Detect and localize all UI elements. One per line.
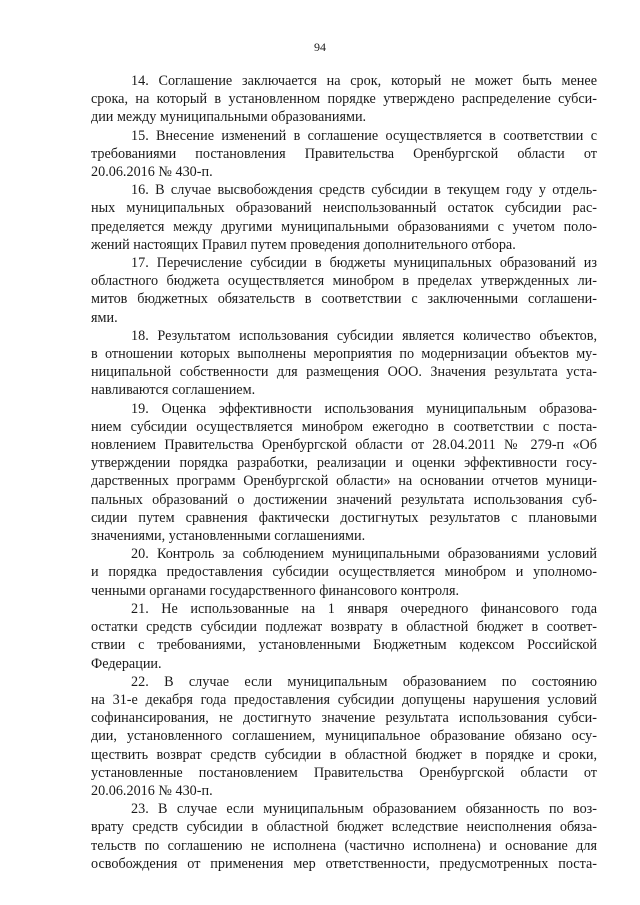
- text-line: митов бюджетных обязательств в соответствии с заключенными соглашени-: [91, 291, 597, 308]
- text-line: тельств по соглашению не исполнена (частично исполнена) и основание для: [91, 837, 597, 854]
- text-line: 18. Результатом использования субсидии является количество объектов,: [131, 327, 597, 344]
- paragraph-22: [91, 673, 597, 800]
- text-line: жений настоящих Правил путем проведения дополнительного отбора.: [91, 236, 516, 253]
- text-line: 19. Оценка эффективности использования муниципальным образова-: [131, 400, 597, 417]
- text-line: Федерации.: [91, 655, 162, 672]
- paragraph-20: [91, 545, 597, 600]
- text-line: навливаются соглашением.: [91, 382, 256, 399]
- text-line: остатки средств субсидии подлежат возврату в областной бюджет в соответ-: [91, 619, 597, 636]
- text-line: сидии путем сравнения фактически достигнутых результатов с плановыми: [91, 509, 597, 526]
- text-line: 17. Перечисление субсидии в бюджеты муниципальных образований из: [131, 255, 597, 272]
- text-line: областного бюджета осуществляется минобром в пределах утвержденных ли-: [91, 273, 597, 290]
- text-line: значениями, установленными соглашениями.: [91, 528, 366, 545]
- text-line: ями.: [91, 309, 118, 326]
- text-line: на 31-е декабря года предоставления субсидии допущены нарушения условий: [91, 691, 597, 708]
- paragraph-16: [91, 181, 597, 254]
- text-line: дии между муниципальными образованиями.: [91, 109, 367, 126]
- text-line: 15. Внесение изменений в соглашение осуществляется в соответствии с: [131, 127, 597, 144]
- text-line: утверждении порядка разработки, реализации и оценки эффективности госу-: [91, 455, 597, 472]
- text-line: софинансирования, не достигнуто значение результата использования субси-: [91, 710, 597, 727]
- text-line: установленные постановлением Правительства Оренбургской области от: [91, 764, 597, 781]
- text-line: 16. В случае высвобождения средств субсидии в текущем году у отдель-: [131, 182, 597, 199]
- text-line: 20.06.2016 № 430-п.: [91, 782, 213, 799]
- text-line: ных муниципальных образований неиспользованный остаток субсидии рас-: [91, 200, 597, 217]
- text-line: 20. Контроль за соблюдением муниципальными образованиями условий: [131, 546, 597, 563]
- text-line: нием субсидии осуществляется минобром ежегодно в соответствии с поста-: [91, 418, 597, 435]
- paragraph-14: [91, 72, 597, 127]
- text-line: врату средств субсидии в областной бюджет вследствие неисполнения обяза-: [91, 819, 597, 836]
- text-line: в отношении которых выполнены мероприятия по модернизации объектов му-: [91, 346, 597, 363]
- text-line: ществить возврат средств субсидии в областной бюджет в порядке и сроки,: [91, 746, 597, 763]
- text-line: требованиями постановления Правительства Оренбургской области от: [91, 145, 597, 162]
- text-line: пальных образований о достижении значений результата использования суб-: [91, 491, 597, 508]
- text-line: дарственных программ Оренбургской области» на основании отчетов муници-: [91, 473, 597, 490]
- text-line: дии, установленного соглашением, муниципальное образование обязано осу-: [91, 728, 597, 745]
- paragraph-19: [91, 400, 597, 546]
- text-line: освобождения от применения мер ответственности, предусмотренных поста-: [91, 855, 597, 872]
- text-line: новлением Правительства Оренбургской области от 28.04.2011 № 279-п «Об: [91, 437, 597, 454]
- text-line: срока, на который в установленном порядке утверждено распределение субси-: [91, 91, 597, 108]
- text-line: 23. В случае если муниципальным образованием обязанность по воз-: [131, 801, 597, 818]
- page-number: 94: [314, 40, 326, 54]
- paragraph-15: [91, 127, 597, 182]
- text-line: 21. Не использованные на 1 января очередного финансового года: [131, 600, 597, 617]
- text-line: 14. Соглашение заключается на срок, который не может быть менее: [131, 73, 597, 89]
- text-line: ченными органами государственного финансового контроля.: [91, 582, 460, 599]
- paragraph-23: [91, 800, 597, 873]
- text-line: 20.06.2016 № 430-п.: [91, 164, 213, 181]
- text-line: 22. В случае если муниципальным образованием по состоянию: [131, 673, 597, 690]
- paragraph-17: [91, 254, 597, 327]
- paragraph-21: [91, 600, 597, 673]
- text-line: ниципальной собственности для размещения ООО. Значения результата уста-: [91, 364, 597, 381]
- paragraph-18: [91, 327, 597, 400]
- text-line: и порядка предоставления субсидии осуществляется минобром и уполномо-: [91, 564, 597, 581]
- text-line: ствии с требованиями, установленными Бюджетным кодексом Российской: [91, 637, 597, 654]
- document-body: [91, 72, 597, 873]
- text-line: пределяется между другими муниципальными образованиями с учетом поло-: [91, 218, 597, 235]
